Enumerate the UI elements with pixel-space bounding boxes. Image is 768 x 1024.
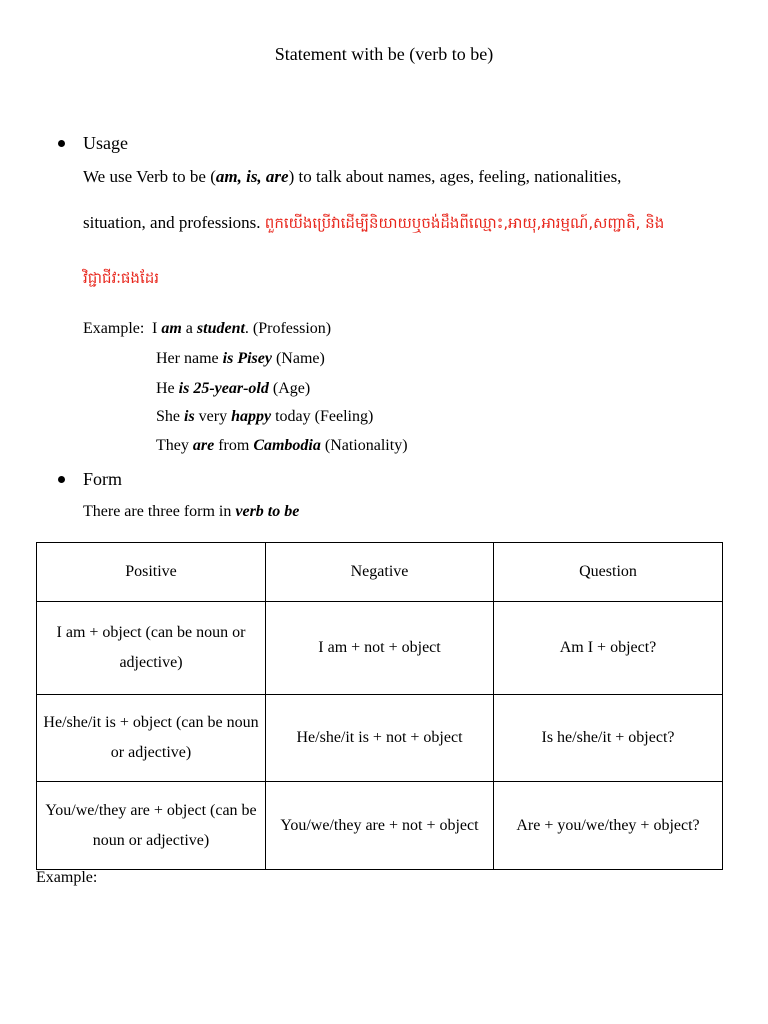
table-cell: You/we/they are + object (can be noun or adjective) <box>37 782 266 870</box>
header-positive: Positive <box>37 543 266 602</box>
usage-verbs: am, is, are <box>215 167 289 186</box>
example-emphasis: student <box>196 320 245 337</box>
example-text: They <box>156 437 193 454</box>
example-item <box>156 437 408 455</box>
header-question: Question <box>494 543 723 602</box>
usage-heading: Usage <box>83 133 128 153</box>
example-text: a <box>181 320 197 337</box>
form-bullet <box>58 469 122 490</box>
example-emphasis: am <box>161 320 182 337</box>
example-emphasis: is Pisey <box>222 350 272 367</box>
example-item <box>156 350 325 368</box>
example-emphasis: is <box>184 408 195 425</box>
usage-line-1-pre: We use Verb to be ( <box>83 167 216 186</box>
example-text: from <box>214 437 254 454</box>
form-intro-pre: There are three form in <box>83 503 236 520</box>
table-cell: Is he/she/it + object? <box>494 695 723 782</box>
usage-line-2-khmer: ពួកយើងប្រើវាដើម្បីនិយាយឬចង់ដឹងពីឈ្មោះ,អាយុ,អារម្មណ៍,សញ្ជាតិ, និង <box>264 214 665 232</box>
usage-line-3-khmer: វិជ្ជាជីវៈផងដែរ <box>83 269 159 287</box>
example-text: Her name <box>156 350 223 367</box>
table-cell: I am + object (can be noun or adjective) <box>37 602 266 695</box>
form-intro-bold: verb to be <box>235 503 300 520</box>
form-intro <box>83 503 299 521</box>
example-item <box>152 320 331 338</box>
table-cell: Am I + object? <box>494 602 723 695</box>
example-emphasis: is 25-year-old <box>178 380 269 397</box>
table-header-row <box>37 543 723 602</box>
example-text: . (Profession) <box>244 320 332 337</box>
example-text: very <box>194 408 232 425</box>
table-row <box>37 782 723 870</box>
table-cell: I am + not + object <box>266 602 494 695</box>
table-cell: He/she/it is + not + object <box>266 695 494 782</box>
usage-line-2-en: situation, and professions. <box>83 213 265 232</box>
bullet-dot <box>58 476 65 483</box>
usage-line-3 <box>83 268 159 291</box>
header-negative: Negative <box>266 543 494 602</box>
example-emphasis: are <box>192 437 215 454</box>
example-text: (Name) <box>271 350 325 367</box>
example-text: I <box>152 320 162 337</box>
example-item <box>156 380 310 398</box>
example-text: She <box>156 408 184 425</box>
forms-table <box>36 542 723 870</box>
example-emphasis: happy <box>231 408 272 425</box>
usage-line-1-post: ) to talk about names, ages, feeling, nationalities, <box>288 167 622 186</box>
table-cell: You/we/they are + not + object <box>266 782 494 870</box>
bullet-dot <box>58 140 65 147</box>
example-prefix: Example: <box>83 320 145 337</box>
form-heading: Form <box>83 469 123 489</box>
usage-bullet <box>58 133 128 154</box>
example-text: He <box>156 380 179 397</box>
example-text: (Nationality) <box>320 437 408 454</box>
example-text: today (Feeling) <box>271 408 374 425</box>
table-row <box>37 602 723 695</box>
example-item <box>156 408 373 426</box>
usage-line-1 <box>83 167 621 187</box>
example-emphasis: Cambodia <box>253 437 321 454</box>
table-cell: Are + you/we/they + object? <box>494 782 723 870</box>
page-title: Statement with be (verb to be) <box>274 44 494 64</box>
example-text: (Age) <box>268 380 311 397</box>
table-row <box>37 695 723 782</box>
usage-line-2 <box>83 213 664 236</box>
example-label: Example: <box>36 869 98 886</box>
table-cell: He/she/it is + object (can be noun or adjective) <box>37 695 266 782</box>
